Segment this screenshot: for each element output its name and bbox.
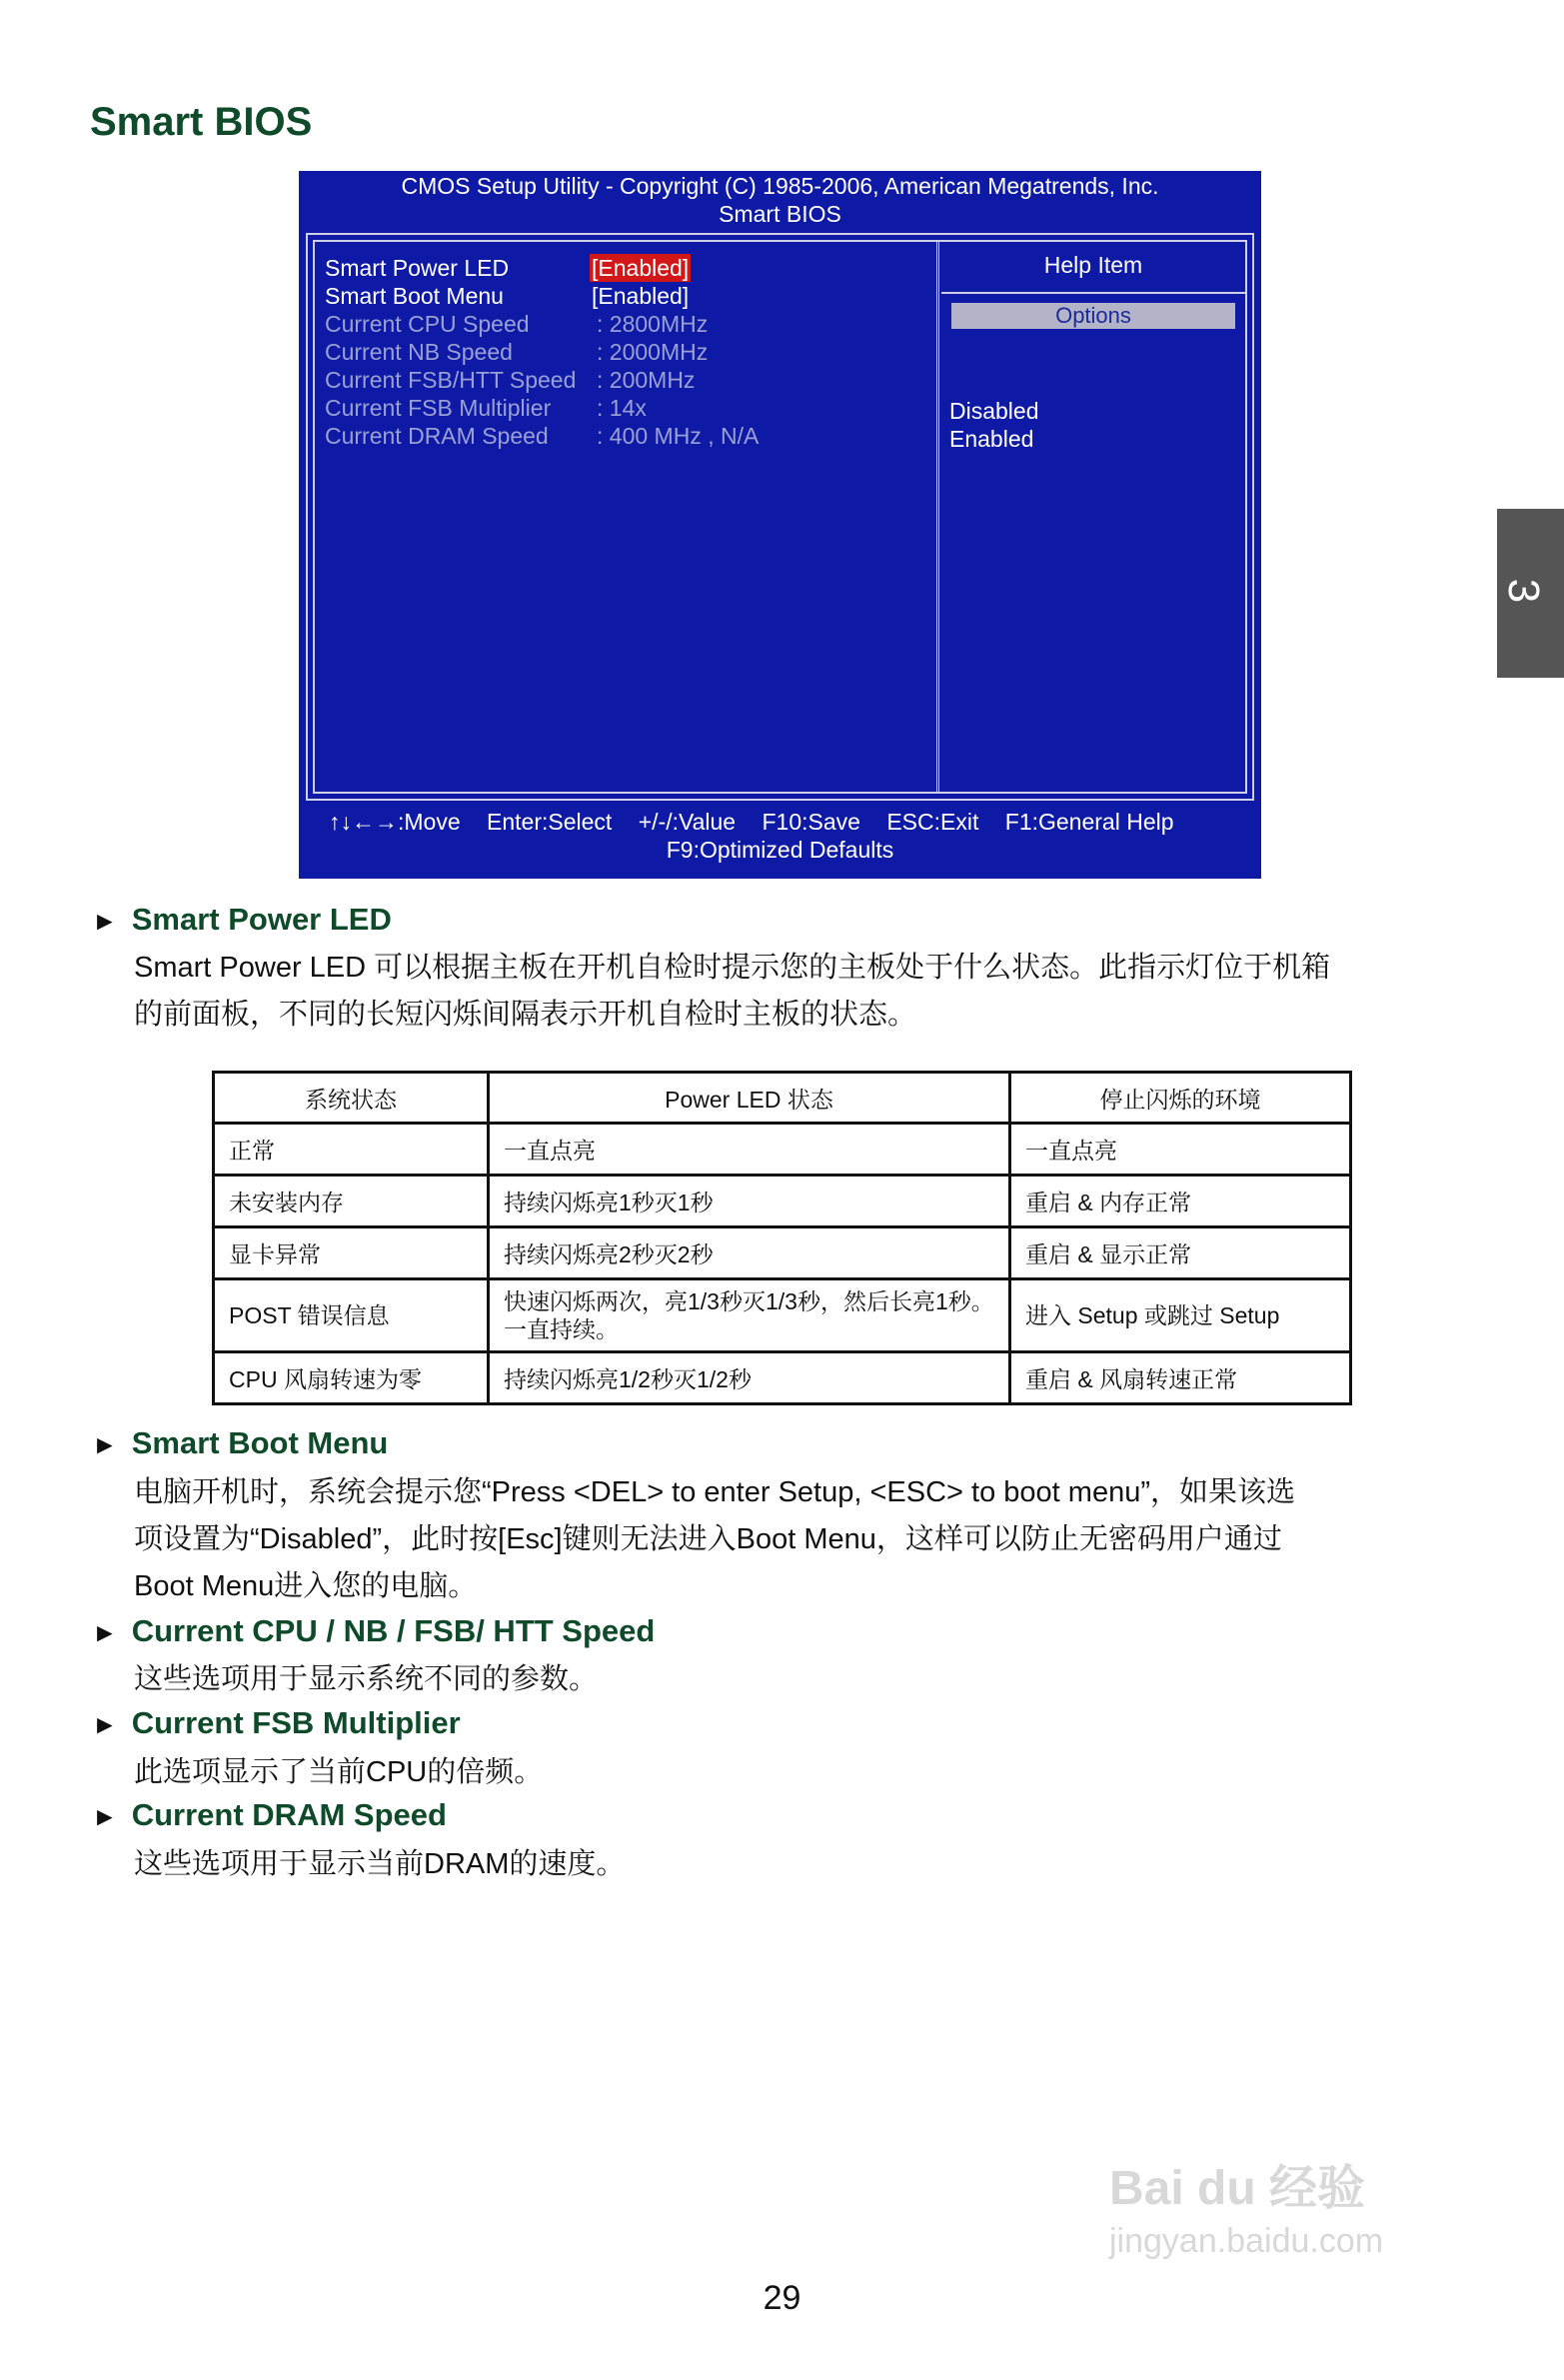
table-cell: CPU 风扇转速为零 bbox=[214, 1352, 489, 1404]
column-header: 停止闪烁的环境 bbox=[1010, 1073, 1351, 1124]
bios-settings-panel bbox=[325, 254, 924, 450]
table-cell: 重启 & 显示正常 bbox=[1010, 1227, 1351, 1279]
key-exit: ESC:Exit bbox=[886, 809, 979, 835]
help-option: Disabled bbox=[949, 398, 1039, 424]
page-title: Smart BIOS bbox=[90, 100, 313, 144]
table-cell: 一直点亮 bbox=[489, 1124, 1010, 1176]
footer-key-legend bbox=[329, 808, 1194, 836]
table-row bbox=[214, 1176, 1351, 1227]
table-cell: 进入 Setup 或跳过 Setup bbox=[1010, 1279, 1351, 1352]
bios-help-panel bbox=[941, 242, 1245, 453]
setting-label: Smart Boot Menu bbox=[325, 283, 504, 309]
table-cell: 重启 & 风扇转速正常 bbox=[1010, 1352, 1351, 1404]
table-header-row bbox=[214, 1073, 1351, 1124]
bullet-triangle-icon: ► bbox=[92, 1709, 118, 1739]
key-select: Enter:Select bbox=[487, 809, 613, 835]
body-line: Smart Power LED 可以根据主板在开机自检时提示您的主板处于什么状态。此指示灯位于机箱 bbox=[134, 952, 1331, 984]
table-cell: 持续闪烁亮1秒灭1秒 bbox=[489, 1176, 1010, 1227]
section-title: Current FSB Multiplier bbox=[131, 1705, 461, 1740]
key-move: ↑↓←→:Move bbox=[329, 809, 461, 835]
column-header: Power LED 状态 bbox=[489, 1073, 1010, 1124]
setting-label: Smart Power LED bbox=[325, 255, 510, 281]
body-line: 这些选项用于显示当前DRAM的速度。 bbox=[134, 1848, 626, 1880]
bios-frame-inner bbox=[313, 240, 1247, 794]
section-body-dram-speed bbox=[134, 1841, 1463, 1888]
bios-panel-divider bbox=[936, 242, 939, 792]
body-line: 电脑开机时，系统会提示您“Press <DEL> to enter Setup, <ESC> to boot menu”，如果该选 bbox=[134, 1476, 1295, 1508]
info-value: : 2000MHz bbox=[597, 339, 709, 365]
table-cell: 快速闪烁两次，亮1/3秒灭1/3秒，然后长亮1秒。一直持续。 bbox=[489, 1279, 1010, 1352]
section-body-boot-menu bbox=[134, 1469, 1463, 1610]
bullet-triangle-icon: ► bbox=[92, 1429, 118, 1459]
watermark-logo-text: Bai du 经验 bbox=[1109, 2162, 1366, 2215]
section-heading-fsb-multiplier bbox=[92, 1705, 461, 1741]
info-label: Current FSB Multiplier bbox=[325, 395, 552, 421]
key-save: F10:Save bbox=[762, 809, 860, 835]
section-body-cpu-speed bbox=[134, 1656, 1463, 1703]
column-header: 系统状态 bbox=[214, 1073, 489, 1124]
bios-header-title: Smart BIOS bbox=[719, 201, 841, 227]
page-number: 29 bbox=[763, 2279, 801, 2317]
section-heading-power-led bbox=[92, 902, 392, 938]
info-label: Current DRAM Speed bbox=[325, 423, 549, 449]
info-dram-speed bbox=[325, 422, 924, 450]
info-label: Current CPU Speed bbox=[325, 311, 530, 337]
body-line: 的前面板，不同的长短闪烁间隔表示开机自检时主板的状态。 bbox=[134, 999, 917, 1031]
info-value: : 2800MHz bbox=[597, 311, 709, 337]
table-row bbox=[214, 1352, 1351, 1404]
table-cell: 正常 bbox=[214, 1124, 489, 1176]
setting-smart-boot-menu[interactable] bbox=[325, 282, 924, 310]
bios-frame bbox=[306, 233, 1254, 801]
bullet-triangle-icon: ► bbox=[92, 1801, 118, 1831]
table-cell: POST 错误信息 bbox=[214, 1279, 489, 1352]
info-value: : 200MHz bbox=[597, 367, 696, 393]
section-body-fsb-multiplier bbox=[134, 1749, 1463, 1796]
info-label: Current FSB/HTT Speed bbox=[325, 367, 577, 393]
setting-value[interactable]: [Enabled] bbox=[592, 255, 690, 281]
section-body-power-led bbox=[134, 945, 1463, 1039]
section-title: Current CPU / NB / FSB/ HTT Speed bbox=[131, 1613, 656, 1648]
body-line: 这些选项用于显示系统不同的参数。 bbox=[134, 1663, 599, 1695]
help-title: Help Item bbox=[941, 242, 1245, 294]
bios-screen bbox=[299, 171, 1261, 879]
bios-header bbox=[299, 171, 1261, 228]
table-row bbox=[214, 1124, 1351, 1176]
section-title: Current DRAM Speed bbox=[131, 1797, 447, 1832]
table-cell: 一直点亮 bbox=[1010, 1124, 1351, 1176]
table-cell: 重启 & 内存正常 bbox=[1010, 1176, 1351, 1227]
info-label: Current NB Speed bbox=[325, 339, 513, 365]
table-cell: 未安装内存 bbox=[214, 1176, 489, 1227]
bullet-triangle-icon: ► bbox=[92, 906, 118, 936]
watermark-url: jingyan.baidu.com bbox=[1109, 2222, 1384, 2260]
table-cell: 显卡异常 bbox=[214, 1227, 489, 1279]
key-defaults: F9:Optimized Defaults bbox=[666, 837, 894, 863]
body-line: 项设置为“Disabled”，此时按[Esc]键则无法进入Boot Menu，这样可以防止无密码用户通过 bbox=[134, 1523, 1282, 1555]
key-help: F1:General Help bbox=[1004, 809, 1174, 835]
section-heading-dram-speed bbox=[92, 1797, 447, 1833]
bullet-triangle-icon: ► bbox=[92, 1617, 118, 1647]
key-value: +/-/:Value bbox=[638, 809, 737, 835]
info-value: : 14x bbox=[597, 395, 647, 421]
info-value: : 400 MHz , N/A bbox=[597, 423, 760, 449]
chapter-number: 3 bbox=[1499, 578, 1549, 604]
power-led-table bbox=[212, 1071, 1352, 1405]
info-fsb-htt-speed bbox=[325, 366, 924, 394]
chapter-tab bbox=[1497, 509, 1564, 678]
table-cell: 持续闪烁亮1/2秒灭1/2秒 bbox=[489, 1352, 1010, 1404]
body-line: 此选项显示了当前CPU的倍频。 bbox=[134, 1756, 544, 1788]
table-cell: 持续闪烁亮2秒灭2秒 bbox=[489, 1227, 1010, 1279]
setting-smart-power-led[interactable] bbox=[325, 254, 924, 282]
section-heading-cpu-speed bbox=[92, 1613, 655, 1649]
info-nb-speed bbox=[325, 338, 924, 366]
help-options-list bbox=[949, 397, 1245, 453]
info-fsb-multiplier bbox=[325, 394, 924, 422]
info-cpu-speed bbox=[325, 310, 924, 338]
help-options-bar: Options bbox=[951, 303, 1235, 329]
section-heading-boot-menu bbox=[92, 1425, 388, 1461]
bios-header-copyright: CMOS Setup Utility - Copyright (C) 1985-2006, American Megatrends, Inc. bbox=[401, 173, 1159, 199]
section-title: Smart Boot Menu bbox=[131, 1425, 389, 1460]
body-line: Boot Menu进入您的电脑。 bbox=[134, 1570, 478, 1602]
table-row bbox=[214, 1227, 1351, 1279]
help-option: Enabled bbox=[949, 426, 1034, 452]
section-title: Smart Power LED bbox=[131, 902, 392, 937]
table-row bbox=[214, 1279, 1351, 1352]
baidu-watermark bbox=[1109, 2149, 1383, 2261]
setting-value[interactable]: [Enabled] bbox=[592, 283, 690, 309]
